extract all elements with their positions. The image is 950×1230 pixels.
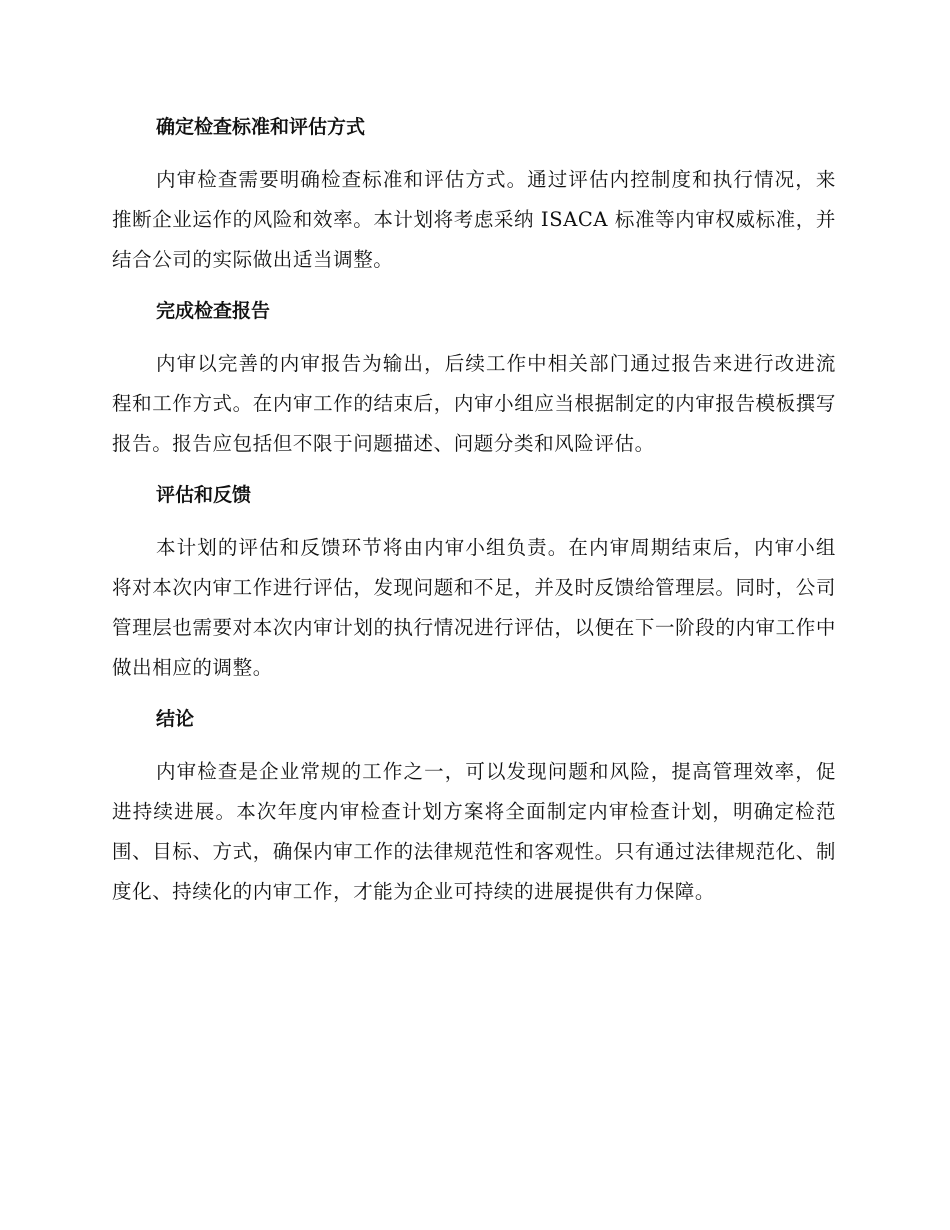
section-paragraph: 内审检查是企业常规的工作之一，可以发现问题和风险，提高管理效率，促进持续进展。本次年度内审检查计划方案将全面制定内审检查计划，明确定检范围、目标、方式，确保内审工作的法律规范性和客观性。只有通过法律规范化、制度化、持续化的内审工作，才能为企业可持续的进展提供有力保障。: [112, 760, 836, 903]
document-body: [112, 108, 836, 924]
section-paragraph: 内审以完善的内审报告为输出，后续工作中相关部门通过报告来进行改进流程和工作方式。在内审工作的结束后，内审小组应当根据制定的内审报告模板撰写报告。报告应包括但不限于问题描述、问题分类和风险评估。: [112, 352, 836, 455]
section-feedback: [112, 476, 836, 688]
section-standards: [112, 108, 836, 280]
section-heading: 结论: [156, 708, 195, 730]
section-heading: 完成检查报告: [156, 300, 271, 322]
section-heading: 确定检查标准和评估方式: [156, 116, 366, 138]
section-conclusion: [112, 700, 836, 912]
section-paragraph: 本计划的评估和反馈环节将由内审小组负责。在内审周期结束后，内审小组将对本次内审工作进行评估，发现问题和不足，并及时反馈给管理层。同时，公司管理层也需要对本次内审计划的执行情况进行评估，以便在下一阶段的内审工作中做出相应的调整。: [112, 536, 836, 679]
section-report: [112, 292, 836, 464]
section-heading: 评估和反馈: [156, 484, 252, 506]
section-paragraph: 内审检查需要明确检查标准和评估方式。通过评估内控制度和执行情况，来推断企业运作的风险和效率。本计划将考虑采纳 ISACA 标准等内审权威标准，并结合公司的实际做出适当调整。: [112, 168, 836, 271]
